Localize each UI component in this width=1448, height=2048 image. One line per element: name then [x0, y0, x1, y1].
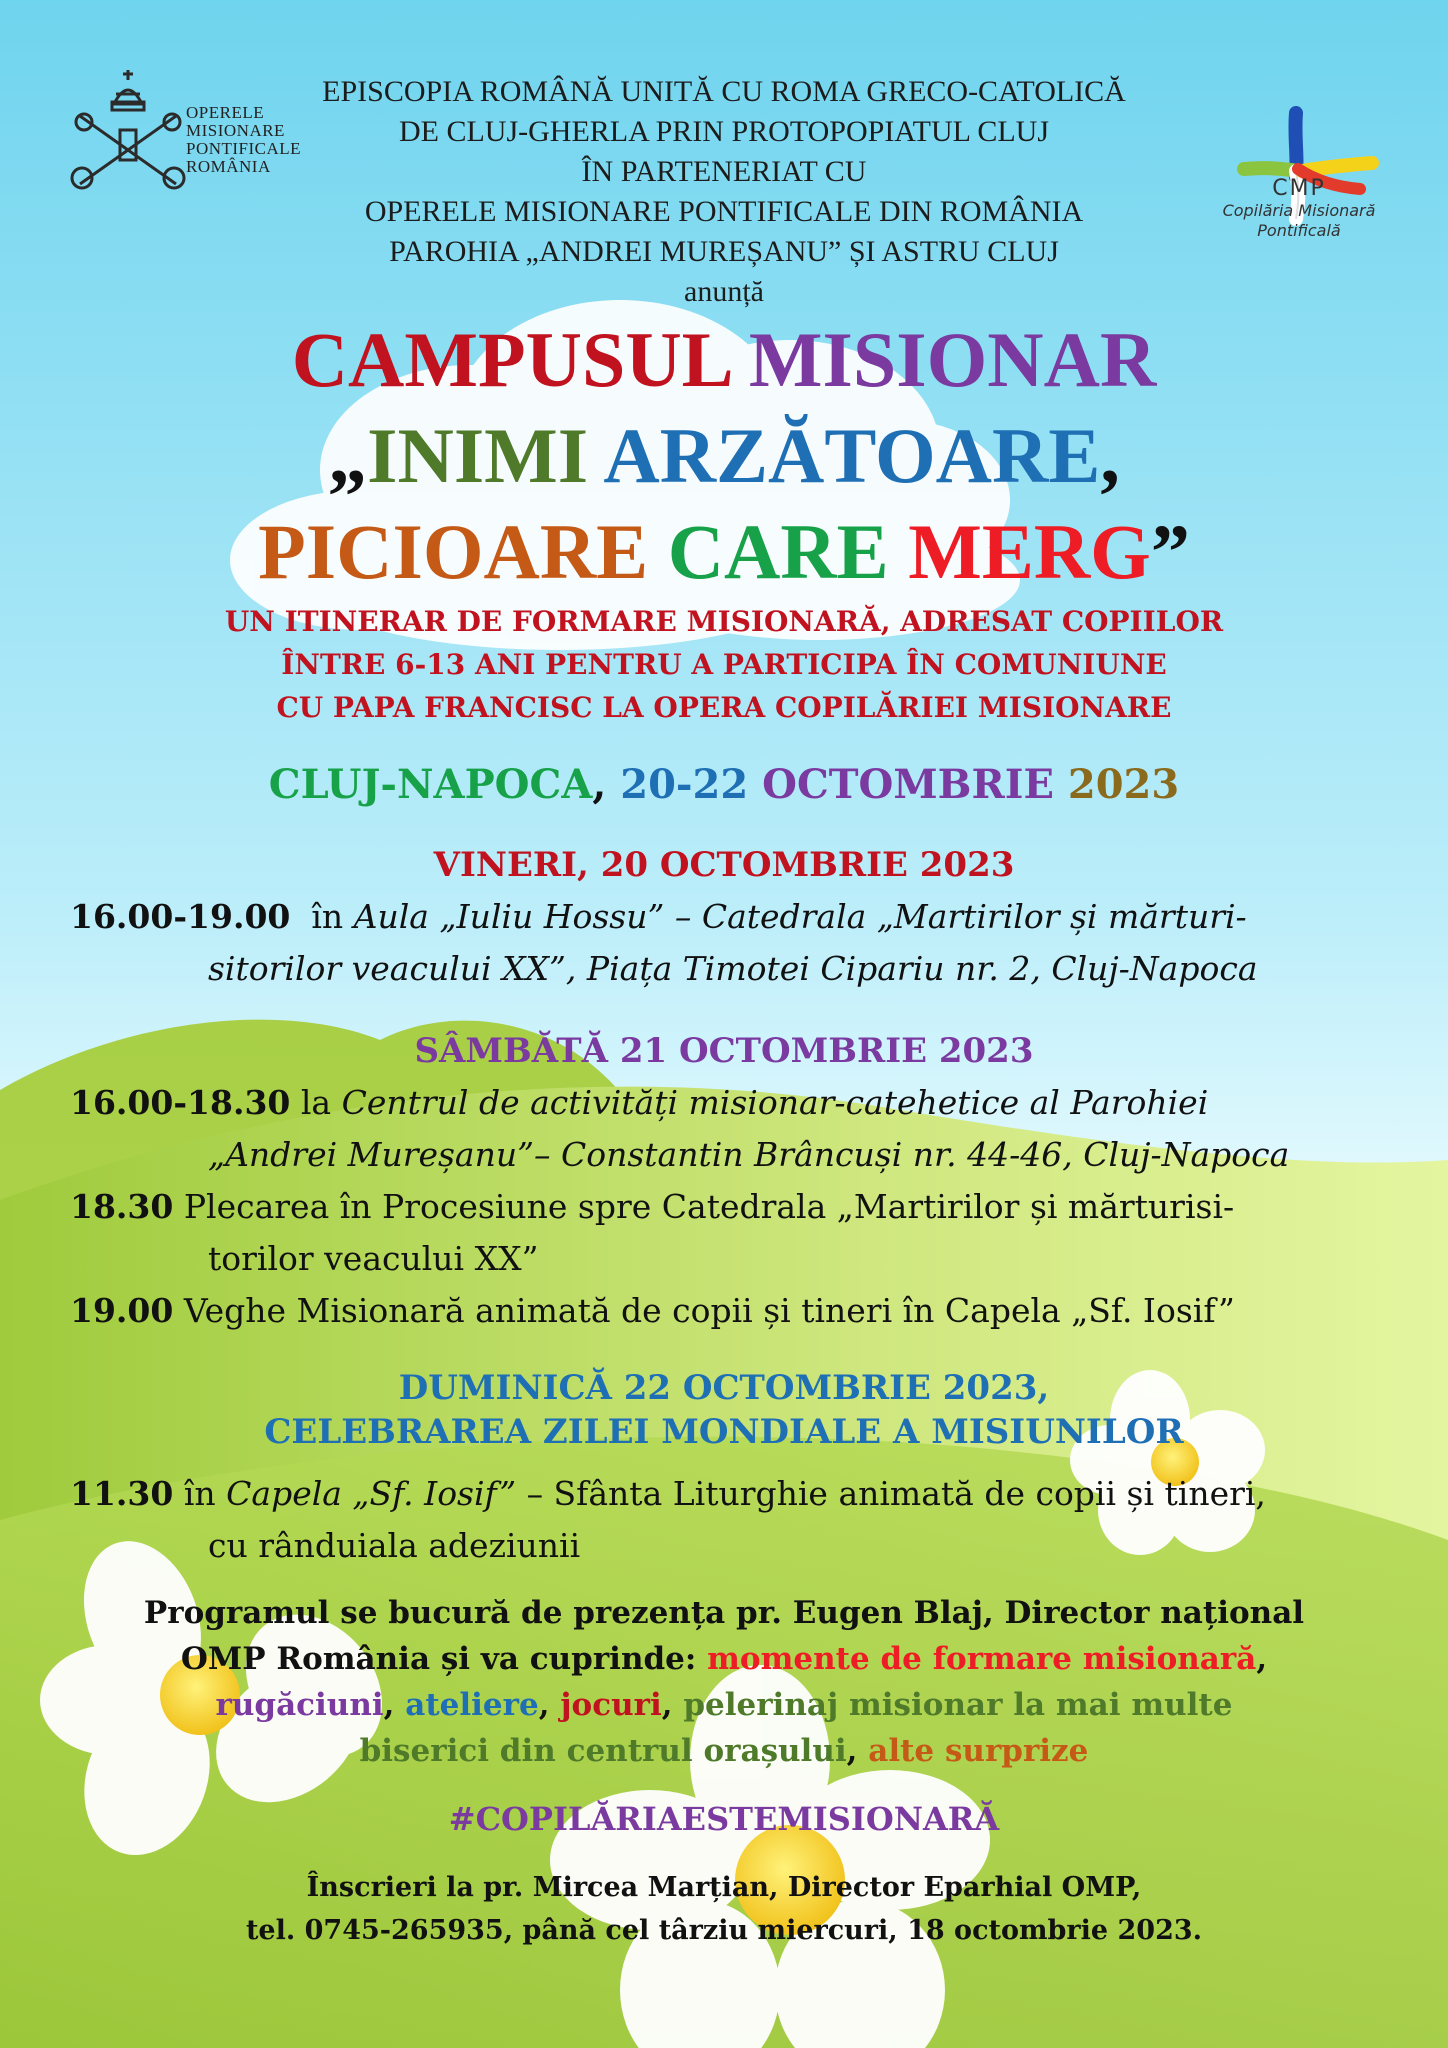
registration-line: Înscrieri la pr. Mircea Marțian, Director Eparhial OMP,: [306, 1872, 1142, 1903]
title-line-3: [0, 504, 1448, 600]
schedule-pre: la: [290, 1083, 342, 1122]
sunday-heading: [0, 1366, 1448, 1454]
schedule-item: [70, 1077, 1410, 1129]
saturday-heading: SÂMBĂTĂ 21 OCTOMBRIE 2023: [414, 1031, 1034, 1071]
subtitle: [0, 600, 1448, 729]
title-quote: ”: [1150, 508, 1190, 595]
schedule-location: Centrul de activități misionar-catehetice al Parohiei: [341, 1083, 1209, 1122]
schedule-item: [70, 1285, 1410, 1337]
program-highlight: alte surprize: [868, 1733, 1089, 1769]
program-line: [0, 1728, 1448, 1774]
subtitle-line: CU PAPA FRANCISC LA OPERA COPILĂRIEI MISIONARE: [276, 691, 1172, 724]
sunday-heading-line: DUMINICĂ 22 OCTOMBRIE 2023,: [398, 1368, 1050, 1408]
schedule-item-cont: cu rânduiala adeziunii: [208, 1526, 581, 1565]
cmp-abbr: CMP: [1272, 176, 1326, 201]
title-word: MERG: [908, 508, 1151, 595]
omp-logo-line: ROMÂNIA: [186, 157, 271, 176]
program-text: ,: [661, 1687, 684, 1723]
schedule-time: 18.30: [70, 1187, 174, 1226]
schedule-time: 16.00-19.00: [70, 897, 291, 936]
dateline-days: 20-22: [620, 761, 749, 808]
sunday-schedule: [70, 1468, 1410, 1572]
registration-line: tel. 0745-265935, până cel târziu miercuri, 18 octombrie 2023.: [245, 1915, 1203, 1946]
schedule-item-cont: torilor veacului XX”: [208, 1239, 539, 1278]
program-highlight: jocuri: [560, 1687, 662, 1723]
title-word: CAMPUSUL: [291, 316, 730, 403]
header-line: EPISCOPIA ROMÂNĂ UNITĂ CU ROMA GRECO-CATOLICĂ: [322, 75, 1126, 108]
title-word: PICIOARE: [258, 508, 649, 595]
schedule-location: Aula „Iuliu Hossu” – Catedrala „Martirilor și mărturi-: [353, 897, 1247, 936]
program-highlight: biserici din centrul orașului: [359, 1733, 847, 1769]
program-text: OMP România și va cuprinde:: [180, 1641, 708, 1677]
schedule-time: 16.00-18.30: [70, 1083, 291, 1122]
schedule-location: Capela „Sf. Iosif”: [226, 1474, 517, 1513]
schedule-text: Veghe Misionară animată de copii și tineri în Capela „Sf. Iosif”: [173, 1291, 1235, 1330]
program-text: ,: [383, 1687, 406, 1723]
schedule-item-cont: [70, 943, 1410, 995]
omp-logo-line: MISIONARE: [186, 121, 285, 140]
schedule-item: [70, 891, 1410, 943]
schedule-pre: în: [173, 1474, 227, 1513]
schedule-pre: în: [290, 897, 354, 936]
title-word: ARZĂTOARE: [603, 412, 1101, 499]
header-line: DE CLUJ-GHERLA PRIN PROTOPOPIATUL CLUJ: [398, 115, 1050, 148]
program-text: ,: [1256, 1641, 1268, 1677]
hashtag: #COPILĂRIAESTEMISIONARĂ: [448, 1800, 1000, 1838]
friday-heading: VINERI, 20 OCTOMBRIE 2023: [433, 845, 1015, 885]
organizers-header: [0, 72, 1448, 312]
friday-schedule: [70, 891, 1410, 995]
schedule-text: – Sfânta Liturghie animată de copii și tineri,: [516, 1474, 1266, 1513]
program-text: ,: [846, 1733, 869, 1769]
schedule-time: 11.30: [70, 1474, 174, 1513]
schedule-time: 19.00: [70, 1291, 174, 1330]
dateline-month: OCTOMBRIE: [762, 761, 1054, 808]
omp-logo-line: OPERELE: [186, 103, 265, 122]
program-text: ,: [538, 1687, 561, 1723]
schedule-text: Plecarea în Procesiune spre Catedrala „Martirilor și mărturisi-: [173, 1187, 1235, 1226]
registration-info: [0, 1866, 1448, 1952]
program-line: [0, 1682, 1448, 1728]
program-highlight: ateliere: [405, 1687, 539, 1723]
schedule-item: [70, 1181, 1410, 1233]
header-line: OPERELE MISIONARE PONTIFICALE DIN ROMÂNIA: [364, 195, 1084, 228]
subtitle-line: ÎNTRE 6-13 ANI PENTRU A PARTICIPA ÎN COMUNIUNE: [281, 648, 1167, 681]
header-line: PAROHIA „ANDREI MUREȘANU” ȘI ASTRU CLUJ: [389, 235, 1059, 268]
cmp-line1: Copilăria Misionară: [1222, 201, 1376, 220]
title-word: MISIONAR: [748, 316, 1157, 403]
header-line: ÎN PARTENERIAT CU: [581, 155, 867, 188]
dateline-city: CLUJ-NAPOCA: [268, 761, 593, 808]
program-highlight: momente de formare misionară: [707, 1641, 1257, 1677]
program-line: [0, 1636, 1448, 1682]
header-line: anunță: [684, 275, 764, 308]
schedule-item: [70, 1468, 1410, 1520]
title-line-1: [0, 312, 1448, 408]
subtitle-line: UN ITINERAR DE FORMARE MISIONARĂ, ADRESAT COPIILOR: [224, 605, 1224, 638]
program-highlight: pelerinaj misionar la mai multe: [683, 1687, 1233, 1723]
schedule-item-cont: [70, 1129, 1410, 1181]
program-line: Programul se bucură de prezența pr. Eugen Blaj, Director național: [143, 1595, 1305, 1631]
dateline-year: 2023: [1067, 761, 1180, 808]
sunday-heading-line: CELEBRAREA ZILEI MONDIALE A MISIUNILOR: [264, 1412, 1184, 1452]
title-line-2: [0, 408, 1448, 504]
program-description: [0, 1590, 1448, 1774]
schedule-location: sitorilor veacului XX”, Piața Timotei Cipariu nr. 2, Cluj-Napoca: [208, 949, 1258, 988]
title-comma: ,: [1100, 412, 1120, 499]
event-dateline: [0, 758, 1448, 812]
schedule-location: „Andrei Mureșanu”– Constantin Brâncuși nr. 44-46, Cluj-Napoca: [208, 1135, 1290, 1174]
cmp-line2: Pontificală: [1257, 221, 1341, 240]
saturday-schedule: [70, 1077, 1410, 1337]
title-quote: „: [328, 412, 368, 499]
title-word: INIMI: [367, 412, 589, 499]
omp-logo-line: PONTIFICALE: [186, 139, 302, 158]
title-word: CARE: [667, 508, 889, 595]
program-highlight: rugăciuni: [215, 1687, 384, 1723]
dateline-sep: ,: [592, 761, 621, 808]
